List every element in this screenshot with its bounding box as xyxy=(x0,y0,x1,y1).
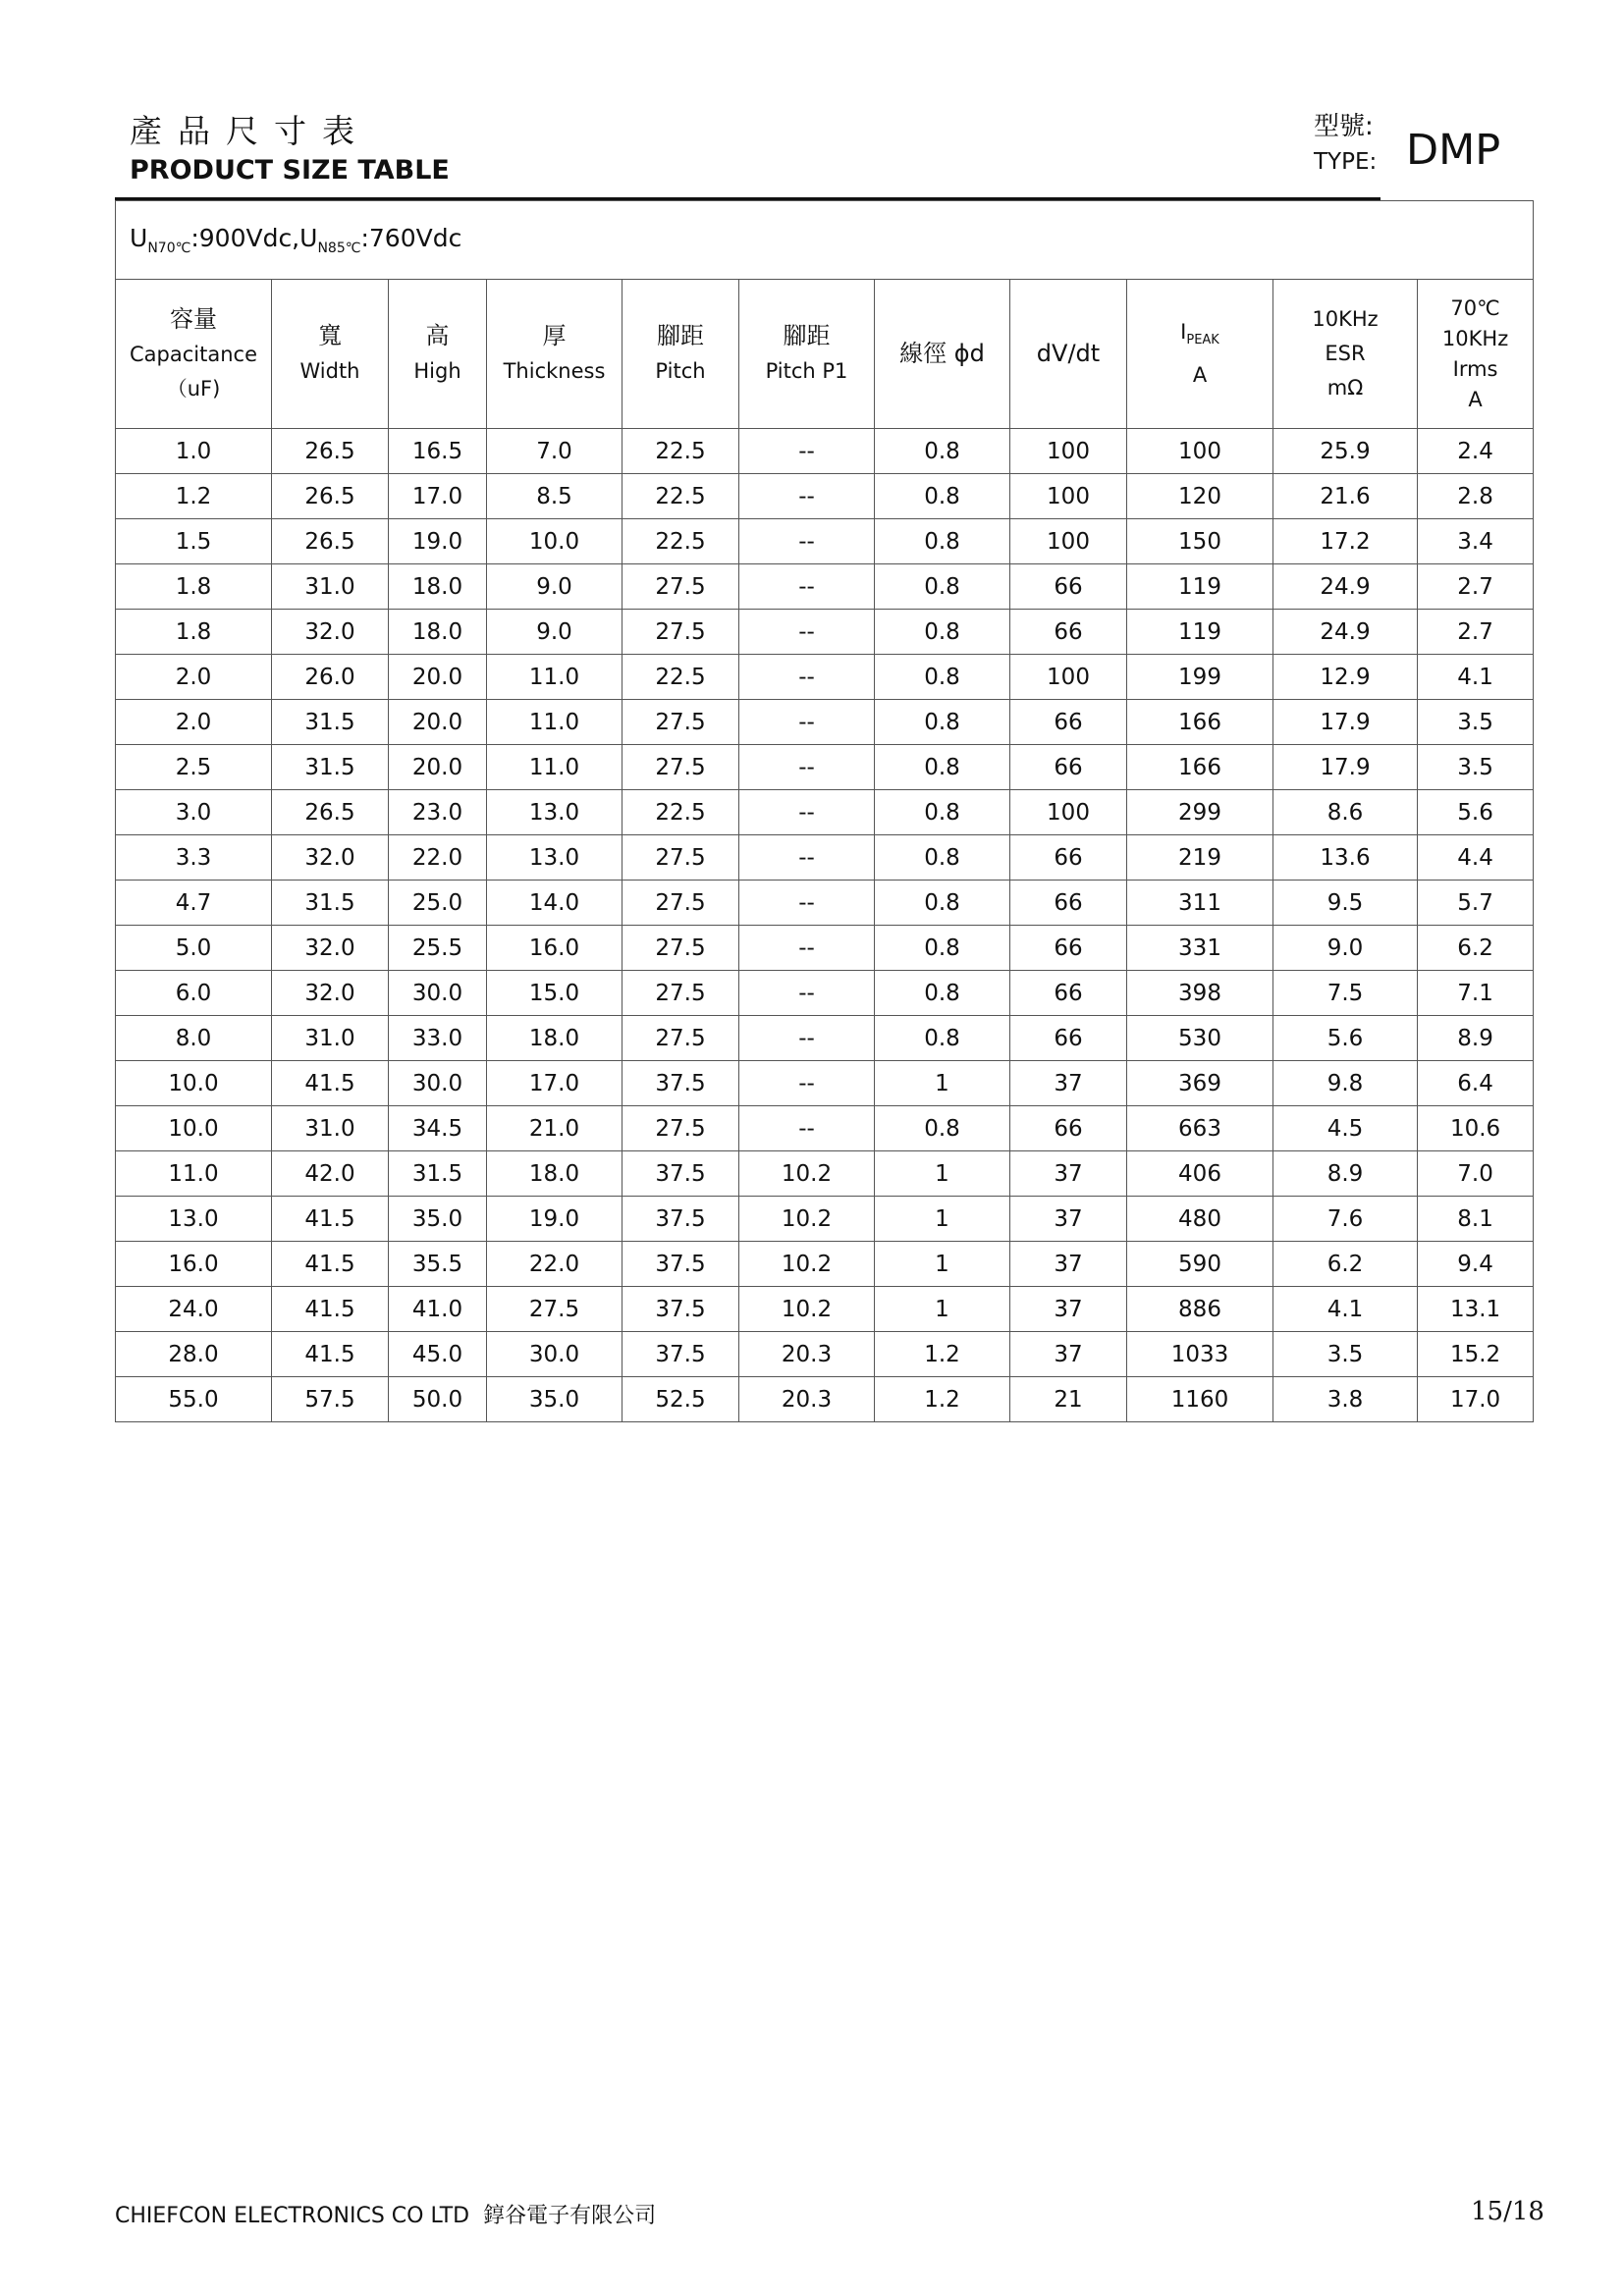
table-cell: 2.0 xyxy=(116,655,272,700)
table-cell: 45.0 xyxy=(389,1332,487,1377)
column-header-row xyxy=(116,280,1534,429)
col-capacitance: 容量 Capacitance （uF) xyxy=(116,280,272,429)
table-cell: 37 xyxy=(1010,1151,1127,1197)
table-cell: 8.0 xyxy=(116,1016,272,1061)
table-cell: 100 xyxy=(1010,519,1127,564)
table-row xyxy=(116,519,1534,564)
table-cell: 100 xyxy=(1010,790,1127,835)
table-cell: 66 xyxy=(1010,926,1127,971)
table-cell: 35.5 xyxy=(389,1242,487,1287)
table-row xyxy=(116,1197,1534,1242)
table-cell: 0.8 xyxy=(875,790,1010,835)
table-cell: -- xyxy=(739,429,875,474)
type-label-cn: 型號: xyxy=(1314,112,1374,141)
table-cell: 100 xyxy=(1127,429,1273,474)
table-cell: 2.0 xyxy=(116,700,272,745)
table-cell: 0.8 xyxy=(875,610,1010,655)
table-cell: 20.0 xyxy=(389,655,487,700)
table-cell: 0.8 xyxy=(875,700,1010,745)
table-cell: -- xyxy=(739,1016,875,1061)
table-cell: 37.5 xyxy=(623,1151,739,1197)
table-cell: 19.0 xyxy=(389,519,487,564)
table-row xyxy=(116,655,1534,700)
table-cell: 8.9 xyxy=(1273,1151,1418,1197)
col-wire-diameter: 線徑 ϕd xyxy=(875,280,1010,429)
table-cell: 530 xyxy=(1127,1016,1273,1061)
table-cell: 4.5 xyxy=(1273,1106,1418,1151)
table-row xyxy=(116,881,1534,926)
table-cell: 41.5 xyxy=(272,1242,389,1287)
table-cell: 27.5 xyxy=(623,1106,739,1151)
table-cell: 24.9 xyxy=(1273,564,1418,610)
col-esr: 10KHz ESR mΩ xyxy=(1273,280,1418,429)
product-size-table xyxy=(115,200,1534,1422)
table-cell: 32.0 xyxy=(272,610,389,655)
table-cell: 20.0 xyxy=(389,745,487,790)
table-cell: 12.9 xyxy=(1273,655,1418,700)
table-cell: 31.5 xyxy=(272,881,389,926)
table-cell: 31.5 xyxy=(272,700,389,745)
table-cell: 1.8 xyxy=(116,610,272,655)
table-cell: 0.8 xyxy=(875,835,1010,881)
table-cell: -- xyxy=(739,1061,875,1106)
table-cell: 5.0 xyxy=(116,926,272,971)
table-cell: 8.6 xyxy=(1273,790,1418,835)
table-cell: 37.5 xyxy=(623,1332,739,1377)
table-cell: 7.0 xyxy=(1418,1151,1534,1197)
table-row xyxy=(116,1287,1534,1332)
table-cell: 17.2 xyxy=(1273,519,1418,564)
table-cell: 663 xyxy=(1127,1106,1273,1151)
table-cell: 0.8 xyxy=(875,1106,1010,1151)
table-row xyxy=(116,700,1534,745)
table-body xyxy=(116,429,1534,1422)
table-cell: 41.5 xyxy=(272,1197,389,1242)
table-cell: 32.0 xyxy=(272,835,389,881)
table-row xyxy=(116,564,1534,610)
voltage-rating: $U_{N70℃}:900Vdc,U_{N85℃}:760Vdc$ xyxy=(116,201,1534,280)
table-cell: 5.6 xyxy=(1418,790,1534,835)
table-row xyxy=(116,835,1534,881)
table-cell: 311 xyxy=(1127,881,1273,926)
table-cell: 27.5 xyxy=(623,1016,739,1061)
table-cell: 66 xyxy=(1010,1016,1127,1061)
table-cell: 18.0 xyxy=(487,1016,623,1061)
table-cell: 9.0 xyxy=(487,610,623,655)
table-cell: -- xyxy=(739,881,875,926)
table-cell: 35.0 xyxy=(389,1197,487,1242)
table-cell: 7.6 xyxy=(1273,1197,1418,1242)
table-cell: 25.5 xyxy=(389,926,487,971)
table-row xyxy=(116,1151,1534,1197)
table-cell: 1.5 xyxy=(116,519,272,564)
table-cell: -- xyxy=(739,1106,875,1151)
table-cell: 13.0 xyxy=(116,1197,272,1242)
table-cell: 119 xyxy=(1127,564,1273,610)
table-cell: 886 xyxy=(1127,1287,1273,1332)
col-thickness: 厚 Thickness xyxy=(487,280,623,429)
table-cell: 41.5 xyxy=(272,1061,389,1106)
table-cell: 35.0 xyxy=(487,1377,623,1422)
table-cell: 37 xyxy=(1010,1287,1127,1332)
table-cell: 0.8 xyxy=(875,881,1010,926)
table-cell: 1033 xyxy=(1127,1332,1273,1377)
table-cell: 17.9 xyxy=(1273,700,1418,745)
table-cell: 22.0 xyxy=(487,1242,623,1287)
table-cell: 18.0 xyxy=(487,1151,623,1197)
table-cell: 25.0 xyxy=(389,881,487,926)
table-cell: 4.4 xyxy=(1418,835,1534,881)
col-dvdt: dV/dt xyxy=(1010,280,1127,429)
table-cell: 1160 xyxy=(1127,1377,1273,1422)
table-cell: 13.6 xyxy=(1273,835,1418,881)
table-cell: 27.5 xyxy=(623,745,739,790)
table-cell: 42.0 xyxy=(272,1151,389,1197)
table-cell: 8.9 xyxy=(1418,1016,1534,1061)
table-cell: 2.5 xyxy=(116,745,272,790)
table-cell: 33.0 xyxy=(389,1016,487,1061)
table-row xyxy=(116,1106,1534,1151)
table-cell: 20.3 xyxy=(739,1377,875,1422)
table-cell: 1.2 xyxy=(875,1332,1010,1377)
table-cell: 10.0 xyxy=(116,1106,272,1151)
table-cell: 4.1 xyxy=(1418,655,1534,700)
table-cell: -- xyxy=(739,655,875,700)
table-cell: 32.0 xyxy=(272,971,389,1016)
table-cell: 7.1 xyxy=(1418,971,1534,1016)
table-cell: -- xyxy=(739,564,875,610)
table-cell: 27.5 xyxy=(623,564,739,610)
table-cell: 30.0 xyxy=(389,1061,487,1106)
table-cell: 5.6 xyxy=(1273,1016,1418,1061)
table-cell: 23.0 xyxy=(389,790,487,835)
table-cell: 31.0 xyxy=(272,564,389,610)
table-cell: 16.0 xyxy=(487,926,623,971)
table-cell: 31.5 xyxy=(389,1151,487,1197)
table-cell: 4.1 xyxy=(1273,1287,1418,1332)
type-value: DMP xyxy=(1406,126,1501,175)
table-cell: 150 xyxy=(1127,519,1273,564)
table-cell: 3.0 xyxy=(116,790,272,835)
table-cell: 66 xyxy=(1010,1106,1127,1151)
table-cell: 17.0 xyxy=(487,1061,623,1106)
table-cell: 0.8 xyxy=(875,429,1010,474)
table-cell: 406 xyxy=(1127,1151,1273,1197)
table-cell: 27.5 xyxy=(623,700,739,745)
table-cell: 26.0 xyxy=(272,655,389,700)
table-cell: 14.0 xyxy=(487,881,623,926)
table-cell: -- xyxy=(739,519,875,564)
table-cell: 4.7 xyxy=(116,881,272,926)
table-cell: 31.5 xyxy=(272,745,389,790)
table-row xyxy=(116,429,1534,474)
table-cell: 25.9 xyxy=(1273,429,1418,474)
table-cell: 1 xyxy=(875,1061,1010,1106)
table-row xyxy=(116,1061,1534,1106)
table-cell: 22.5 xyxy=(623,519,739,564)
table-cell: 11.0 xyxy=(116,1151,272,1197)
table-cell: -- xyxy=(739,700,875,745)
table-cell: 3.8 xyxy=(1273,1377,1418,1422)
col-ipeak: $I_{PEAK}$ A xyxy=(1127,280,1273,429)
table-row xyxy=(116,474,1534,519)
table-cell: 100 xyxy=(1010,429,1127,474)
table-row xyxy=(116,1242,1534,1287)
table-cell: 30.0 xyxy=(389,971,487,1016)
table-cell: 3.5 xyxy=(1418,745,1534,790)
table-row xyxy=(116,745,1534,790)
table-row xyxy=(116,790,1534,835)
table-cell: 50.0 xyxy=(389,1377,487,1422)
table-row xyxy=(116,926,1534,971)
table-cell: 41.0 xyxy=(389,1287,487,1332)
table-cell: 10.2 xyxy=(739,1287,875,1332)
table-cell: 13.0 xyxy=(487,790,623,835)
table-cell: 2.7 xyxy=(1418,610,1534,655)
table-cell: 1.2 xyxy=(116,474,272,519)
table-cell: 27.5 xyxy=(623,835,739,881)
table-cell: 3.5 xyxy=(1418,700,1534,745)
table-cell: 6.2 xyxy=(1418,926,1534,971)
table-cell: 32.0 xyxy=(272,926,389,971)
table-cell: 0.8 xyxy=(875,655,1010,700)
table-cell: 37.5 xyxy=(623,1242,739,1287)
col-pitch-p1: 腳距 Pitch P1 xyxy=(739,280,875,429)
table-cell: 66 xyxy=(1010,835,1127,881)
table-cell: 3.5 xyxy=(1273,1332,1418,1377)
table-cell: 166 xyxy=(1127,745,1273,790)
table-cell: 27.5 xyxy=(623,926,739,971)
table-cell: 19.0 xyxy=(487,1197,623,1242)
table-cell: 21.0 xyxy=(487,1106,623,1151)
table-cell: 13.0 xyxy=(487,835,623,881)
col-high: 高 High xyxy=(389,280,487,429)
table-cell: 31.0 xyxy=(272,1016,389,1061)
table-cell: 9.5 xyxy=(1273,881,1418,926)
table-cell: 20.3 xyxy=(739,1332,875,1377)
table-cell: 0.8 xyxy=(875,971,1010,1016)
table-cell: 16.0 xyxy=(116,1242,272,1287)
table-cell: 0.8 xyxy=(875,474,1010,519)
table-cell: 9.0 xyxy=(487,564,623,610)
table-cell: 219 xyxy=(1127,835,1273,881)
table-cell: 100 xyxy=(1010,474,1127,519)
table-cell: 21.6 xyxy=(1273,474,1418,519)
table-cell: 6.2 xyxy=(1273,1242,1418,1287)
table-cell: 55.0 xyxy=(116,1377,272,1422)
table-cell: 22.5 xyxy=(623,790,739,835)
table-cell: 10.6 xyxy=(1418,1106,1534,1151)
table-cell: -- xyxy=(739,610,875,655)
table-cell: 66 xyxy=(1010,610,1127,655)
table-cell: 3.4 xyxy=(1418,519,1534,564)
table-cell: 8.1 xyxy=(1418,1197,1534,1242)
table-cell: 15.2 xyxy=(1418,1332,1534,1377)
table-cell: 18.0 xyxy=(389,564,487,610)
table-cell: 66 xyxy=(1010,745,1127,790)
table-cell: 9.4 xyxy=(1418,1242,1534,1287)
table-cell: 27.5 xyxy=(623,971,739,1016)
table-cell: 1.2 xyxy=(875,1377,1010,1422)
table-cell: 7.0 xyxy=(487,429,623,474)
table-cell: 299 xyxy=(1127,790,1273,835)
table-cell: 22.5 xyxy=(623,474,739,519)
table-cell: 66 xyxy=(1010,564,1127,610)
table-cell: 37 xyxy=(1010,1332,1127,1377)
table-cell: 28.0 xyxy=(116,1332,272,1377)
table-cell: 15.0 xyxy=(487,971,623,1016)
table-cell: -- xyxy=(739,790,875,835)
table-cell: 9.8 xyxy=(1273,1061,1418,1106)
table-cell: 9.0 xyxy=(1273,926,1418,971)
table-cell: 37.5 xyxy=(623,1197,739,1242)
table-row xyxy=(116,610,1534,655)
table-cell: 10.0 xyxy=(487,519,623,564)
table-cell: 10.2 xyxy=(739,1242,875,1287)
table-cell: -- xyxy=(739,745,875,790)
table-cell: 8.5 xyxy=(487,474,623,519)
table-cell: 17.0 xyxy=(1418,1377,1534,1422)
table-cell: 30.0 xyxy=(487,1332,623,1377)
table-cell: 166 xyxy=(1127,700,1273,745)
table-cell: 57.5 xyxy=(272,1377,389,1422)
table-cell: 37 xyxy=(1010,1242,1127,1287)
table-cell: 5.7 xyxy=(1418,881,1534,926)
table-row xyxy=(116,1332,1534,1377)
table-row xyxy=(116,1016,1534,1061)
table-row xyxy=(116,1377,1534,1422)
table-cell: 331 xyxy=(1127,926,1273,971)
table-cell: 41.5 xyxy=(272,1287,389,1332)
table-cell: 0.8 xyxy=(875,926,1010,971)
table-cell: 37.5 xyxy=(623,1287,739,1332)
table-cell: 37 xyxy=(1010,1061,1127,1106)
table-cell: 11.0 xyxy=(487,655,623,700)
table-cell: 11.0 xyxy=(487,745,623,790)
table-cell: 1 xyxy=(875,1151,1010,1197)
col-width: 寬 Width xyxy=(272,280,389,429)
table-cell: 24.0 xyxy=(116,1287,272,1332)
table-cell: 41.5 xyxy=(272,1332,389,1377)
table-cell: 100 xyxy=(1010,655,1127,700)
table-cell: 1 xyxy=(875,1197,1010,1242)
table-cell: 0.8 xyxy=(875,1016,1010,1061)
table-cell: 26.5 xyxy=(272,474,389,519)
table-cell: 1 xyxy=(875,1287,1010,1332)
table-cell: -- xyxy=(739,926,875,971)
col-pitch: 腳距 Pitch xyxy=(623,280,739,429)
page-title-cn: 產品尺寸表 xyxy=(130,112,370,150)
table-cell: 1.8 xyxy=(116,564,272,610)
table-cell: -- xyxy=(739,474,875,519)
table-cell: 66 xyxy=(1010,700,1127,745)
page-number: 15/18 xyxy=(1471,2197,1544,2226)
table-row xyxy=(116,971,1534,1016)
table-cell: 26.5 xyxy=(272,790,389,835)
table-cell: 2.7 xyxy=(1418,564,1534,610)
table-cell: 31.0 xyxy=(272,1106,389,1151)
table-cell: 26.5 xyxy=(272,429,389,474)
table-cell: 26.5 xyxy=(272,519,389,564)
table-cell: -- xyxy=(739,835,875,881)
table-cell: 17.0 xyxy=(389,474,487,519)
table-cell: 34.5 xyxy=(389,1106,487,1151)
table-cell: 37 xyxy=(1010,1197,1127,1242)
table-cell: 119 xyxy=(1127,610,1273,655)
table-cell: 18.0 xyxy=(389,610,487,655)
table-cell: 21 xyxy=(1010,1377,1127,1422)
table-cell: -- xyxy=(739,971,875,1016)
table-cell: 369 xyxy=(1127,1061,1273,1106)
table-cell: 1.0 xyxy=(116,429,272,474)
table-cell: 3.3 xyxy=(116,835,272,881)
table-cell: 480 xyxy=(1127,1197,1273,1242)
footer-company: CHIEFCON ELECTRONICS CO LTD 錞谷電子有限公司 xyxy=(115,2204,657,2228)
table-cell: 0.8 xyxy=(875,564,1010,610)
table-cell: 66 xyxy=(1010,881,1127,926)
table-cell: 6.4 xyxy=(1418,1061,1534,1106)
table-cell: 590 xyxy=(1127,1242,1273,1287)
table-cell: 24.9 xyxy=(1273,610,1418,655)
table-cell: 27.5 xyxy=(623,881,739,926)
table-cell: 11.0 xyxy=(487,700,623,745)
table-cell: 10.0 xyxy=(116,1061,272,1106)
table-cell: 37.5 xyxy=(623,1061,739,1106)
table-cell: 22.5 xyxy=(623,429,739,474)
table-cell: 7.5 xyxy=(1273,971,1418,1016)
table-cell: 0.8 xyxy=(875,519,1010,564)
table-cell: 10.2 xyxy=(739,1197,875,1242)
table-cell: 66 xyxy=(1010,971,1127,1016)
table-cell: 10.2 xyxy=(739,1151,875,1197)
table-cell: 27.5 xyxy=(487,1287,623,1332)
table-cell: 13.1 xyxy=(1418,1287,1534,1332)
table-cell: 52.5 xyxy=(623,1377,739,1422)
type-label-en: TYPE: xyxy=(1314,149,1378,175)
table-cell: 120 xyxy=(1127,474,1273,519)
table-cell: 22.5 xyxy=(623,655,739,700)
table-cell: 27.5 xyxy=(623,610,739,655)
table-cell: 199 xyxy=(1127,655,1273,700)
table-cell: 17.9 xyxy=(1273,745,1418,790)
table-cell: 16.5 xyxy=(389,429,487,474)
table-cell: 6.0 xyxy=(116,971,272,1016)
table-cell: 1 xyxy=(875,1242,1010,1287)
page-title-en: PRODUCT SIZE TABLE xyxy=(130,155,450,186)
table-cell: 22.0 xyxy=(389,835,487,881)
table-cell: 20.0 xyxy=(389,700,487,745)
table-cell: 0.8 xyxy=(875,745,1010,790)
table-cell: 398 xyxy=(1127,971,1273,1016)
table-cell: 2.4 xyxy=(1418,429,1534,474)
table-cell: 2.8 xyxy=(1418,474,1534,519)
col-irms: 70℃ 10KHz Irms A xyxy=(1418,280,1534,429)
